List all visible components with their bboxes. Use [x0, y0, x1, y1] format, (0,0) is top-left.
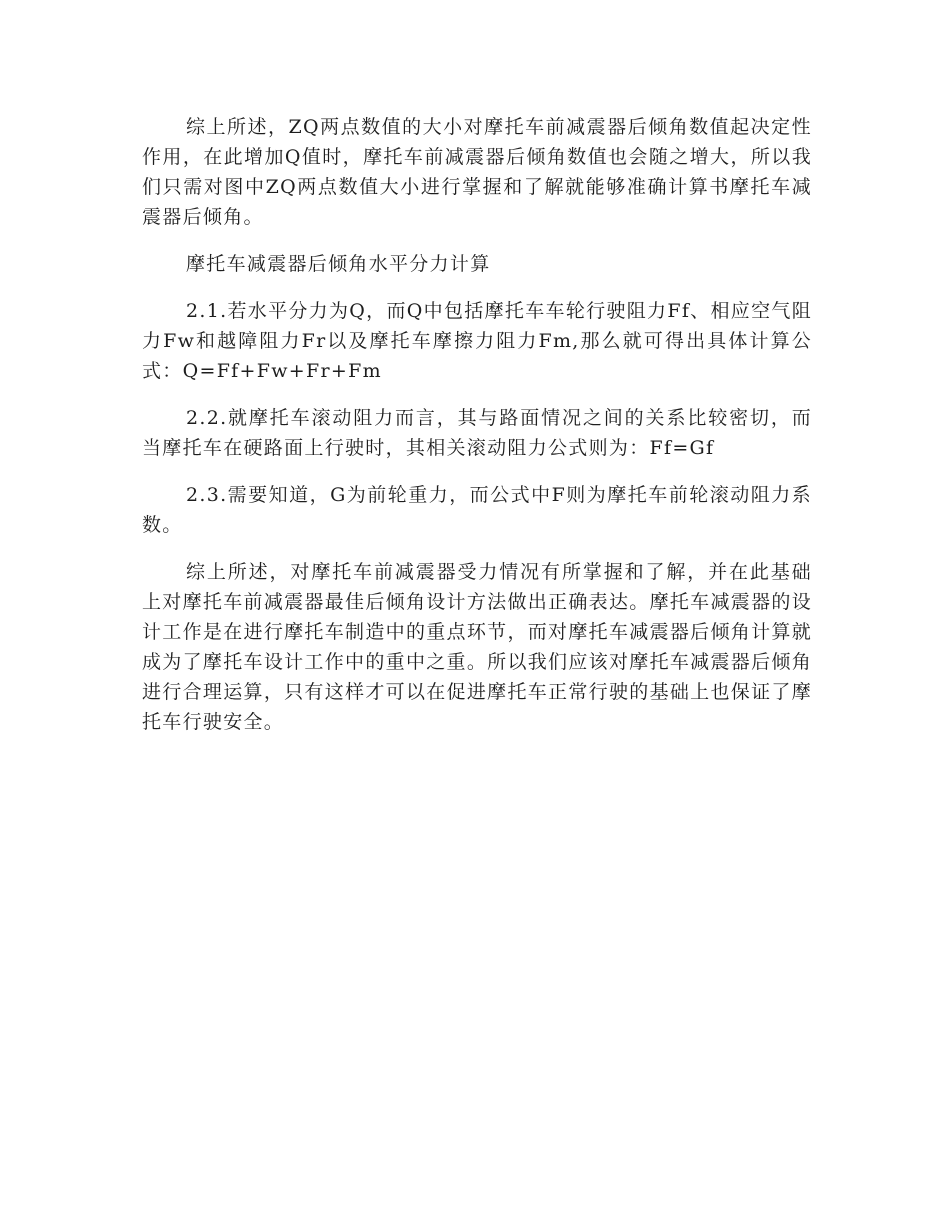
- section-heading: 摩托车减震器后倾角水平分力计算: [186, 253, 491, 275]
- paragraph-2-3: 2.3.需要知道，G为前轮重力，而公式中F则为摩托车前轮滚动阻力系数。: [142, 484, 812, 536]
- paragraph-summary-zq: 综上所述，ZQ两点数值的大小对摩托车前减震器后倾角数值起决定性作用，在此增加Q值时，摩托车前减震器后倾角数值也会随之增大，所以我们只需对图中ZQ两点数值大小进行掌握和了解就能够准确计算书摩托车减震器后倾角。: [142, 116, 812, 228]
- paragraph-conclusion: 综上所述，对摩托车前减震器受力情况有所掌握和了解，并在此基础上对摩托车前减震器最佳后倾角设计方法做出正确表达。摩托车减震器的设计工作是在进行摩托车制造中的重点环节，而对摩托车减震器后倾角计算就成为了摩托车设计工作中的重中之重。所以我们应该对摩托车减震器后倾角进行合理运算，只有这样才可以在促进摩托车正常行驶的基础上也保证了摩托车行驶安全。: [142, 561, 812, 733]
- paragraph-2-1: 2.1.若水平分力为Q，而Q中包括摩托车车轮行驶阻力Ff、相应空气阻力Fw和越障阻力Fr以及摩托车摩擦力阻力Fm,那么就可得出具体计算公式：Q=Ff+Fw+Fr+Fm: [142, 300, 812, 382]
- paragraph-2-2: 2.2.就摩托车滚动阻力而言，其与路面情况之间的关系比较密切，而当摩托车在硬路面上行驶时，其相关滚动阻力公式则为：Ff=Gf: [142, 407, 812, 459]
- document-body: [142, 112, 812, 754]
